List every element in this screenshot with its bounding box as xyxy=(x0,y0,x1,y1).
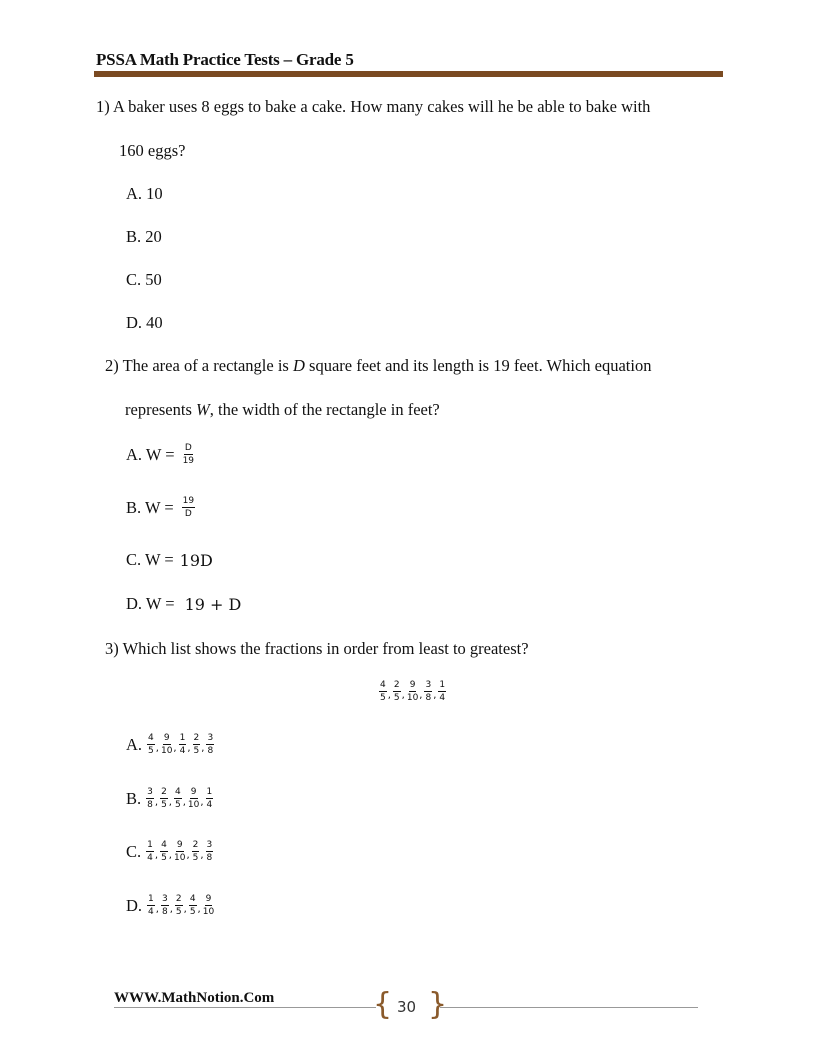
footer-website: WWW.MathNotion.Com xyxy=(114,990,275,1006)
fraction xyxy=(174,787,182,810)
fraction-numerator: 1 xyxy=(206,787,213,797)
fraction xyxy=(438,680,446,703)
fraction-denominator: D xyxy=(184,509,192,519)
q3-choice-a-fractions xyxy=(146,733,215,756)
q1-choice-a: A. 10 xyxy=(126,184,163,203)
q2-choice-d-label: D. W = xyxy=(126,594,175,613)
q1-choice-d: D. 40 xyxy=(126,313,163,332)
comma-separator: , xyxy=(169,904,173,915)
fraction-denominator: 19 xyxy=(182,456,195,466)
q3-choice-a xyxy=(126,733,215,756)
comma-separator: , xyxy=(187,743,191,754)
comma-separator: , xyxy=(168,797,172,808)
fraction-denominator: 5 xyxy=(192,853,199,863)
fraction xyxy=(146,840,154,863)
q2-var-w: W xyxy=(196,400,210,419)
fraction-numerator: 1 xyxy=(179,733,186,743)
q2-text-line1 xyxy=(105,356,651,376)
q3-choice-c xyxy=(126,840,214,863)
fraction-numerator: 19 xyxy=(182,496,195,506)
fraction-numerator: 2 xyxy=(393,680,400,690)
fraction xyxy=(379,680,387,703)
fraction xyxy=(161,733,172,756)
fraction-numerator: 3 xyxy=(425,680,432,690)
page-number: 30 xyxy=(397,998,417,1016)
q2-choice-a-fraction xyxy=(183,443,194,466)
fraction-denominator: 10 xyxy=(202,907,215,917)
fraction-denominator: 4 xyxy=(206,800,213,810)
fraction-denominator: 10 xyxy=(173,853,186,863)
comma-separator: , xyxy=(155,743,159,754)
comma-separator: , xyxy=(197,904,201,915)
fraction-denominator: 10 xyxy=(406,693,419,703)
fraction-denominator: 4 xyxy=(147,853,153,863)
fraction-numerator: 3 xyxy=(207,733,214,743)
comma-separator: , xyxy=(387,690,391,701)
fraction-numerator: 4 xyxy=(148,733,154,743)
q3-choice-d-fractions xyxy=(146,894,215,917)
q3-choice-b-label: B. xyxy=(126,788,142,808)
fraction-numerator: 9 xyxy=(163,733,170,743)
q3-choice-d xyxy=(126,894,215,917)
fraction-numerator: 2 xyxy=(192,840,199,850)
fraction xyxy=(407,680,418,703)
fraction-numerator: 2 xyxy=(193,733,200,743)
fraction-denominator: 8 xyxy=(147,800,153,810)
fraction-denominator: 5 xyxy=(380,693,386,703)
q2-line2-pre: represents xyxy=(125,400,197,419)
q1-text-line1: 1) A baker uses 8 eggs to bake a cake. How many cakes will he be able to bake with xyxy=(96,97,651,116)
fraction-denominator: 8 xyxy=(161,907,168,917)
q2-choice-a-label: A. W = xyxy=(126,444,175,464)
fraction xyxy=(147,733,155,756)
comma-separator: , xyxy=(173,743,177,754)
fraction-denominator: 5 xyxy=(189,907,196,917)
fraction xyxy=(160,840,168,863)
fraction-numerator: 2 xyxy=(161,787,167,797)
header-divider xyxy=(94,71,723,77)
fraction-denominator: 5 xyxy=(175,907,182,917)
page-bracket-left-icon: { xyxy=(373,987,393,1022)
q2-line1-pre: 2) The area of a rectangle is xyxy=(105,356,293,375)
comma-separator: , xyxy=(201,743,205,754)
q2-choice-c-label: C. W = xyxy=(126,550,174,569)
comma-separator: , xyxy=(200,797,204,808)
q2-line2-post: , the width of the rectangle in feet? xyxy=(209,400,440,419)
fraction-denominator: 5 xyxy=(161,800,167,810)
fraction-numerator: 9 xyxy=(190,787,197,797)
fraction-numerator: 2 xyxy=(175,894,182,904)
fraction xyxy=(393,680,401,703)
q2-line1-post: square feet and its length is 19 feet. Which equation xyxy=(304,356,652,375)
fraction xyxy=(206,733,214,756)
fraction xyxy=(175,894,183,917)
fraction-numerator: D xyxy=(184,443,192,453)
fraction-numerator: 9 xyxy=(205,894,212,904)
fraction-numerator: 4 xyxy=(161,840,167,850)
q2-choice-c xyxy=(126,550,213,570)
fraction-denominator: 5 xyxy=(161,853,167,863)
fraction xyxy=(193,733,201,756)
q2-choice-d-expr: 19 + D xyxy=(184,594,242,614)
comma-separator: , xyxy=(154,850,159,861)
fraction-denominator: 8 xyxy=(425,693,432,703)
comma-separator: , xyxy=(168,850,172,861)
page-bracket-right-icon: } xyxy=(428,987,448,1022)
q3-text: 3) Which list shows the fractions in order from least to greatest? xyxy=(105,639,529,658)
fraction-denominator: 5 xyxy=(393,693,400,703)
footer-divider-left xyxy=(114,1007,376,1008)
fraction-denominator: 8 xyxy=(207,746,214,756)
q3-choice-b xyxy=(126,787,214,810)
fraction xyxy=(206,840,214,863)
q2-var-d: D xyxy=(292,356,305,375)
fraction xyxy=(203,894,214,917)
fraction-denominator: 8 xyxy=(206,853,213,863)
q2-choice-b-label: B. W = xyxy=(126,497,174,517)
fraction xyxy=(147,894,155,917)
fraction-denominator: 10 xyxy=(160,746,173,756)
q3-choice-a-label: A. xyxy=(126,734,143,754)
q2-choice-c-expr: 19D xyxy=(179,550,213,570)
footer-divider-right xyxy=(440,1007,698,1008)
fraction xyxy=(189,894,197,917)
fraction-numerator: 4 xyxy=(189,894,196,904)
fraction-denominator: 10 xyxy=(187,800,200,810)
q3-choice-c-fractions xyxy=(145,840,214,863)
comma-separator: , xyxy=(182,797,186,808)
fraction-numerator: 4 xyxy=(380,680,386,690)
fraction-denominator: 4 xyxy=(148,907,154,917)
comma-separator: , xyxy=(433,690,437,701)
fraction xyxy=(188,787,199,810)
comma-separator: , xyxy=(183,904,187,915)
fraction xyxy=(174,840,185,863)
q3-given-fractions xyxy=(378,680,447,703)
fraction-denominator: 5 xyxy=(148,746,154,756)
fraction-numerator: 3 xyxy=(206,840,213,850)
fraction-numerator: 4 xyxy=(174,787,181,797)
fraction xyxy=(179,733,187,756)
q2-choice-a xyxy=(126,443,195,466)
comma-separator: , xyxy=(186,850,190,861)
fraction-numerator: 3 xyxy=(147,787,153,797)
q2-choice-b-fraction xyxy=(182,496,195,519)
fraction-numerator: 9 xyxy=(176,840,183,850)
q3-choice-d-label: D. xyxy=(126,895,143,915)
fraction-numerator: 1 xyxy=(439,680,446,690)
comma-separator: , xyxy=(419,690,423,701)
comma-separator: , xyxy=(401,690,405,701)
q1-text-line2: 160 eggs? xyxy=(119,141,186,160)
fraction xyxy=(206,787,214,810)
q3-choice-c-label: C. xyxy=(126,841,142,861)
fraction-numerator: 3 xyxy=(161,894,168,904)
fraction-denominator: 4 xyxy=(179,746,186,756)
fraction xyxy=(146,787,154,810)
fraction-denominator: 5 xyxy=(174,800,181,810)
q1-choice-b: B. 20 xyxy=(126,227,162,246)
comma-separator: , xyxy=(154,797,159,808)
fraction-numerator: 1 xyxy=(148,894,154,904)
fraction xyxy=(160,787,168,810)
page-header-title: PSSA Math Practice Tests – Grade 5 xyxy=(96,50,354,69)
fraction xyxy=(424,680,432,703)
comma-separator: , xyxy=(200,850,204,861)
fraction xyxy=(161,894,169,917)
q3-choice-b-fractions xyxy=(145,787,214,810)
fraction-numerator: 1 xyxy=(147,840,153,850)
q2-text-line2 xyxy=(125,400,440,420)
fraction xyxy=(192,840,200,863)
fraction-numerator: 9 xyxy=(409,680,416,690)
comma-separator: , xyxy=(155,904,159,915)
fraction-denominator: 4 xyxy=(439,693,446,703)
q1-choice-c: C. 50 xyxy=(126,270,162,289)
q2-choice-b xyxy=(126,496,196,519)
fraction-denominator: 5 xyxy=(193,746,200,756)
q2-choice-d xyxy=(126,594,241,614)
